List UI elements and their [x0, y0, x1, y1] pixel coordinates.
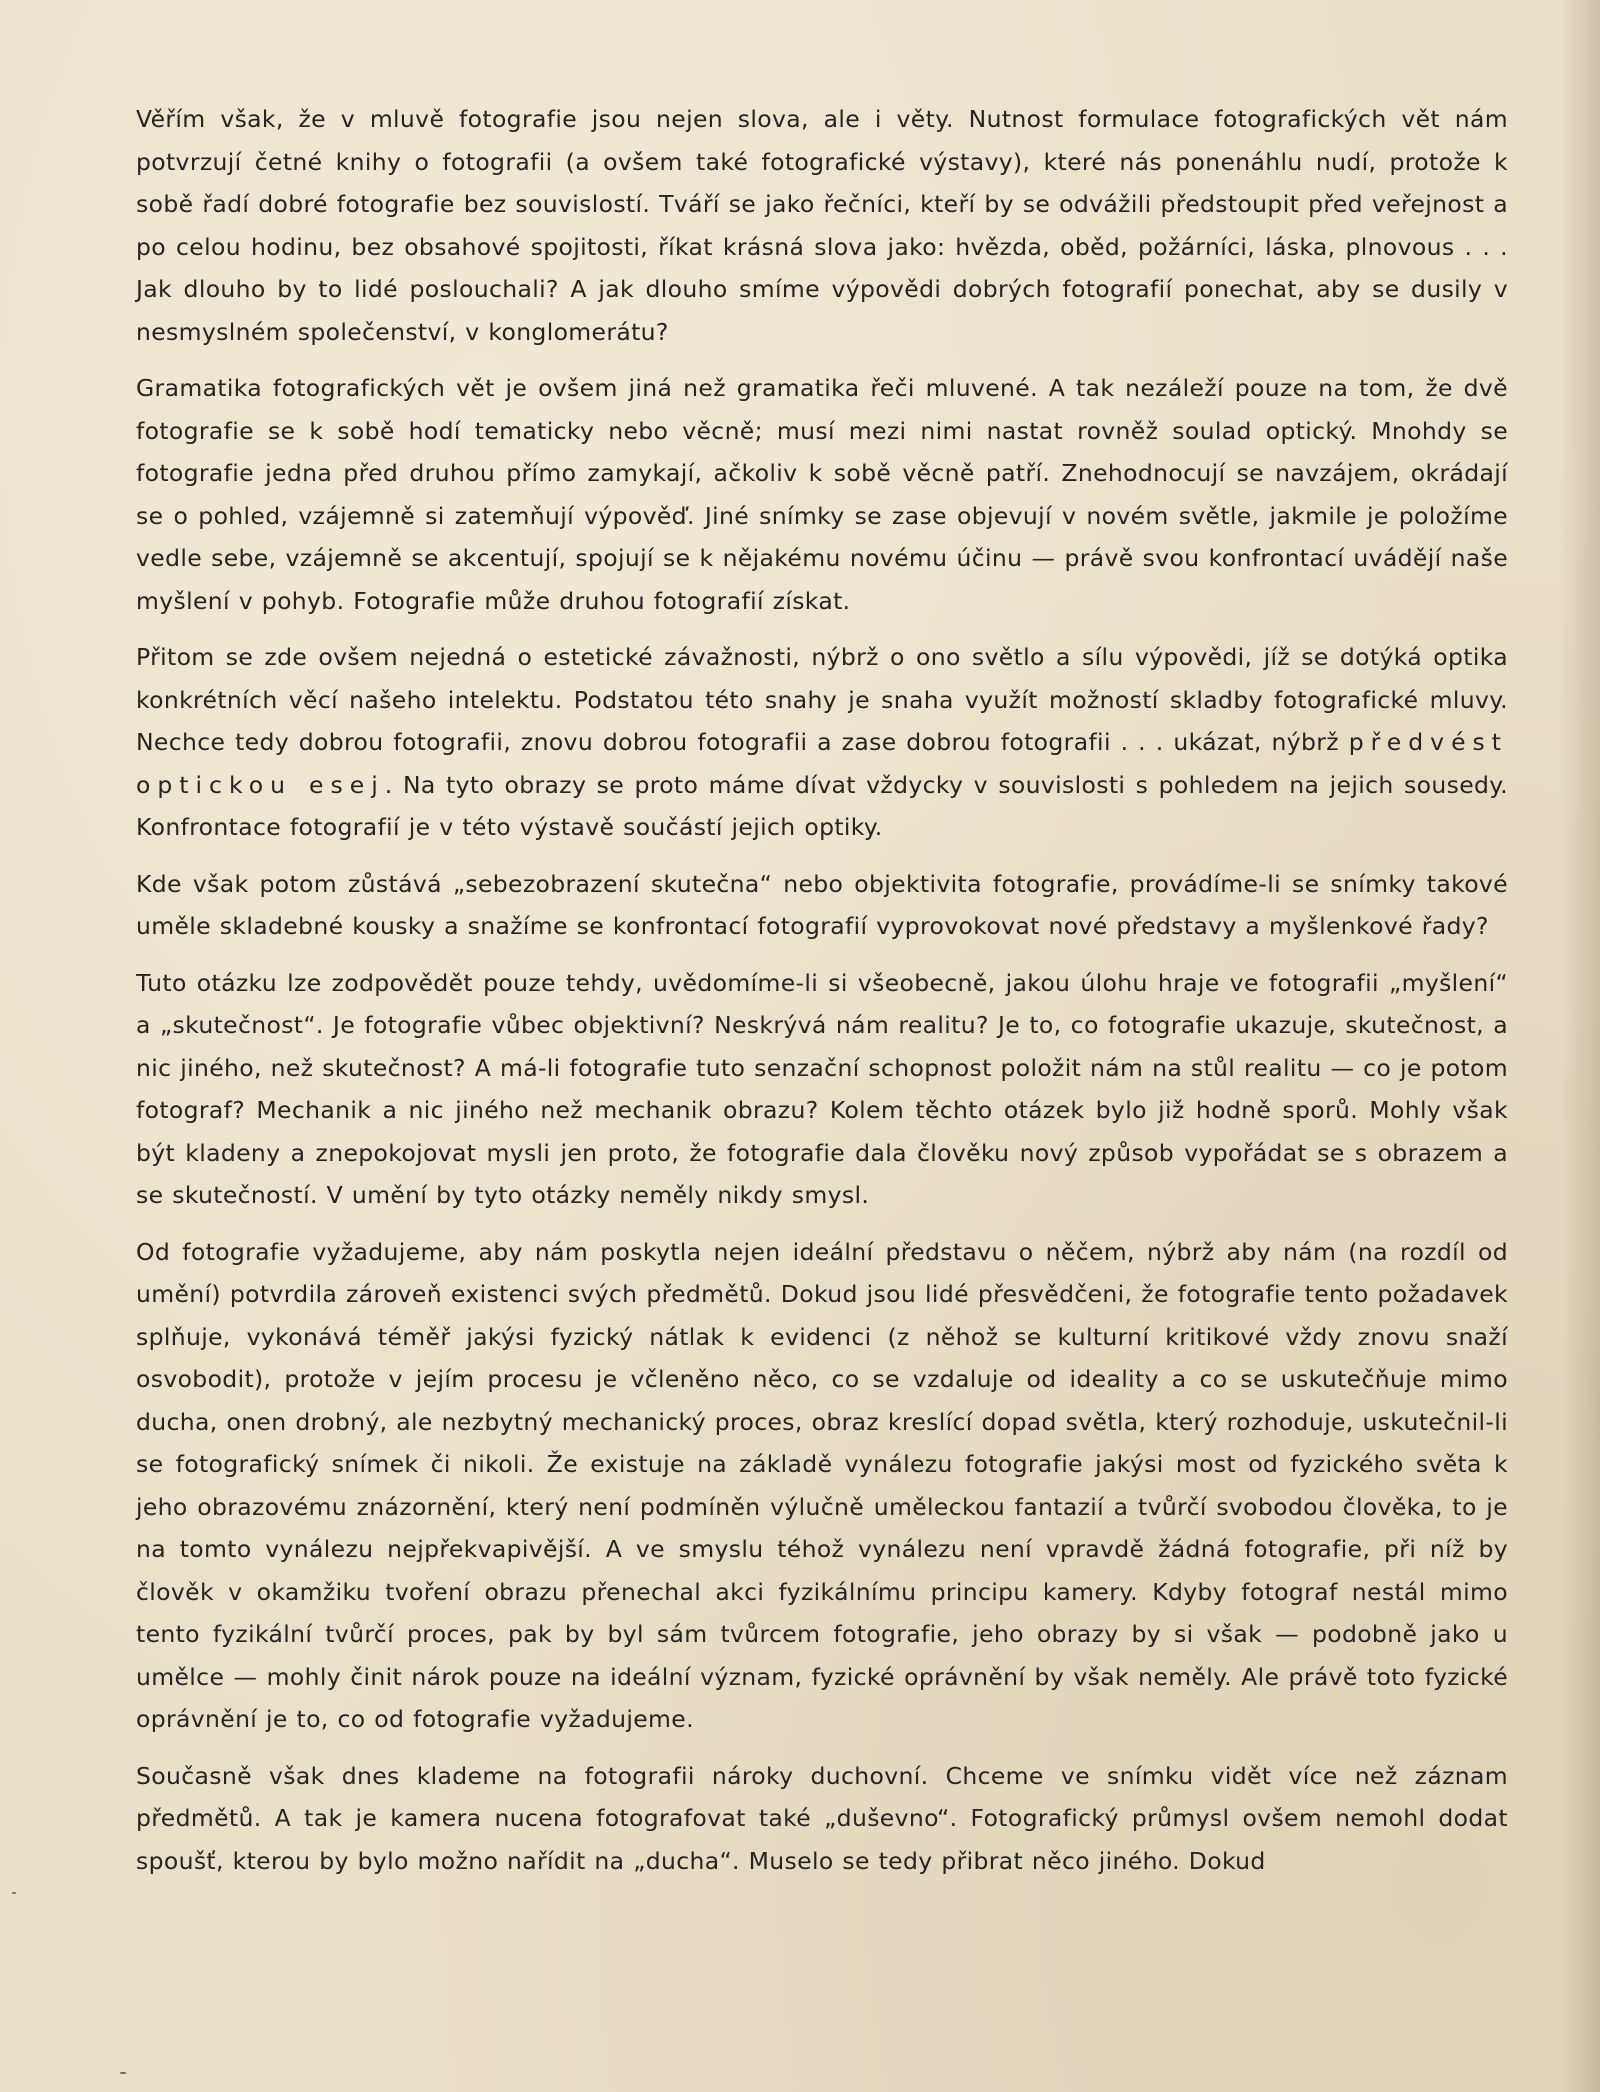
paper-speck	[120, 2072, 126, 2074]
paragraph-6: Od fotografie vyžadujeme, aby nám poskytla nejen ideální představu o něčem, nýbrž aby nám (na rozdíl od umění) potvrdila zároveň existenci svých předmětů. Dokud jsou lidé přesvědčeni, že fotografie tento požadavek splňuje, vykonává téměř jakýsi fyzický nátlak k evidenci (z něhož se kulturní kritikové vždy znovu snaží osvobodit), protože v jejím procesu je včleněno něco, co se vzdaluje od ideality a co se uskutečňuje mimo ducha, onen drobný, ale nezbytný mechanický proces, obraz kreslící dopad světla, který rozhoduje, uskutečnil-li se fotografický snímek či nikoli. Že existuje na základě vynálezu fotografie jakýsi most od fyzického světa k jeho obrazovému znázornění, který není podmíněn výlučně uměleckou fantazií a tvůrčí svobodou člověka, to je na tomto vynálezu nejpřekvapivější. A ve smyslu téhož vynálezu není vpravdě žádná fotografie, při níž by člověk v okamžiku tvoření obrazu přenechal akci fyzikálnímu principu kamery. Kdyby fotograf nestál mimo tento fyzikální tvůrčí proces, pak by byl sám tvůrcem fotografie, jeho obrazy by si však — podobně jako u umělce — mohly činit nárok pouze na ideální význam, fyzické oprávnění by však neměly. Ale právě toto fyzické oprávnění je to, co od fotografie vyžadujeme.	[136, 1237, 1508, 1733]
paragraph-5: Tuto otázku lze zodpovědět pouze tehdy, uvědomíme-li si všeobecně, jakou úlohu hraje ve fotografii „myšlení“ a „skutečnost“. Je fotografie vůbec objektivní? Neskrývá nám realitu? Je to, co fotografie ukazuje, skutečnost, a nic jiného, než skutečnost? A má-li fotografie tuto senzační schopnost položit nám na stůl realitu — co je potom fotograf? Mechanik a nic jiného než mechanik obrazu? Kolem těchto otázek bylo již hodně sporů. Mohly však být kladeny a znepokojovat mysli jen proto, že fotografie dala člověku nový způsob vypořádat se s obrazem a se skutečností. V umění by tyto otázky neměly nikdy smysl.	[136, 968, 1508, 1209]
paragraph-4: Kde však potom zůstává „sebezobrazení skutečna“ nebo objektivita fotografie, provádíme-li se snímky takové uměle skladebné kousky a snažíme se konfrontací fotografií vyprovokovat nové představy a myšlenkové řady?	[136, 869, 1508, 940]
paragraph-3-text-before: Přitom se zde ovšem nejedná o estetické závažnosti, nýbrž o ono světlo a sílu výpovědi, jíž se dotýká optika konkrétních věcí našeho intelektu. Podstatou této snahy je snaha využít možností skladby fotografické mluvy. Nechce tedy dobrou fotografii, znovu dobrou fotografii a zase dobrou fotografii . . . ukázat, nýbrž	[136, 643, 1508, 756]
paragraph-3	[136, 636, 1508, 849]
paragraph-3-text-after: . Na tyto obrazy se proto máme dívat vždycky v souvislosti s pohledem na jejich sousedy. Konfrontace fotografií je v této výstavě součástí jejich optiky.	[136, 770, 1508, 841]
paper-speck	[12, 1892, 16, 1894]
paragraph-7: Současně však dnes klademe na fotografii nároky duchovní. Chceme ve snímku vidět více než záznam předmětů. A tak je kamera nucena fotografovat také „duševno“. Fotografický průmysl ovšem nemohl dodat spoušť, kterou by bylo možno nařídit na „ducha“. Muselo se tedy přibrat něco jiného. Dokud	[136, 1761, 1508, 1875]
emphasized-spaced-phrase: předvést optickou esej	[136, 728, 1508, 799]
paragraph-2: Gramatika fotografických vět je ovšem jiná než gramatika řeči mluvené. A tak nezáleží pouze na tom, že dvě fotografie se k sobě hodí tematicky nebo věcně; musí mezi nimi nastat rovněž soulad optický. Mnohdy se fotografie jedna před druhou přímo zamykají, ačkoliv k sobě věcně patří. Znehodnocují se navzájem, okrádají se o pohled, vzájemně si zatemňují výpověď. Jiné snímky se zase objevují v novém světle, jakmile je položíme vedle sebe, vzájemně se akcentují, spojují se k nějakému novému účinu — právě svou konfrontací uvádějí naše myšlení v pohyb. Fotografie může druhou fotografií získat.	[136, 374, 1508, 615]
paragraph-1: Věřím však, že v mluvě fotografie jsou nejen slova, ale i věty. Nutnost formulace fotografických vět nám potvrzují četné knihy o fotografii (a ovšem také fotografické výstavy), které nás ponenáhlu nudí, protože k sobě řadí dobré fotografie bez souvislostí. Tváří se jako řečníci, kteří by se odvážili předstoupit před veřejnost a po celou hodinu, bez obsahové spojitosti, říkat krásná slova jako: hvězda, oběd, požárníci, láska, plnovous . . . Jak dlouho by to lidé poslouchali? A jak dlouho smíme výpovědi dobrých fotografií ponechat, aby se dusily v nesmyslném společenství, v konglomerátu?	[136, 105, 1508, 346]
essay-text	[136, 98, 1508, 1896]
